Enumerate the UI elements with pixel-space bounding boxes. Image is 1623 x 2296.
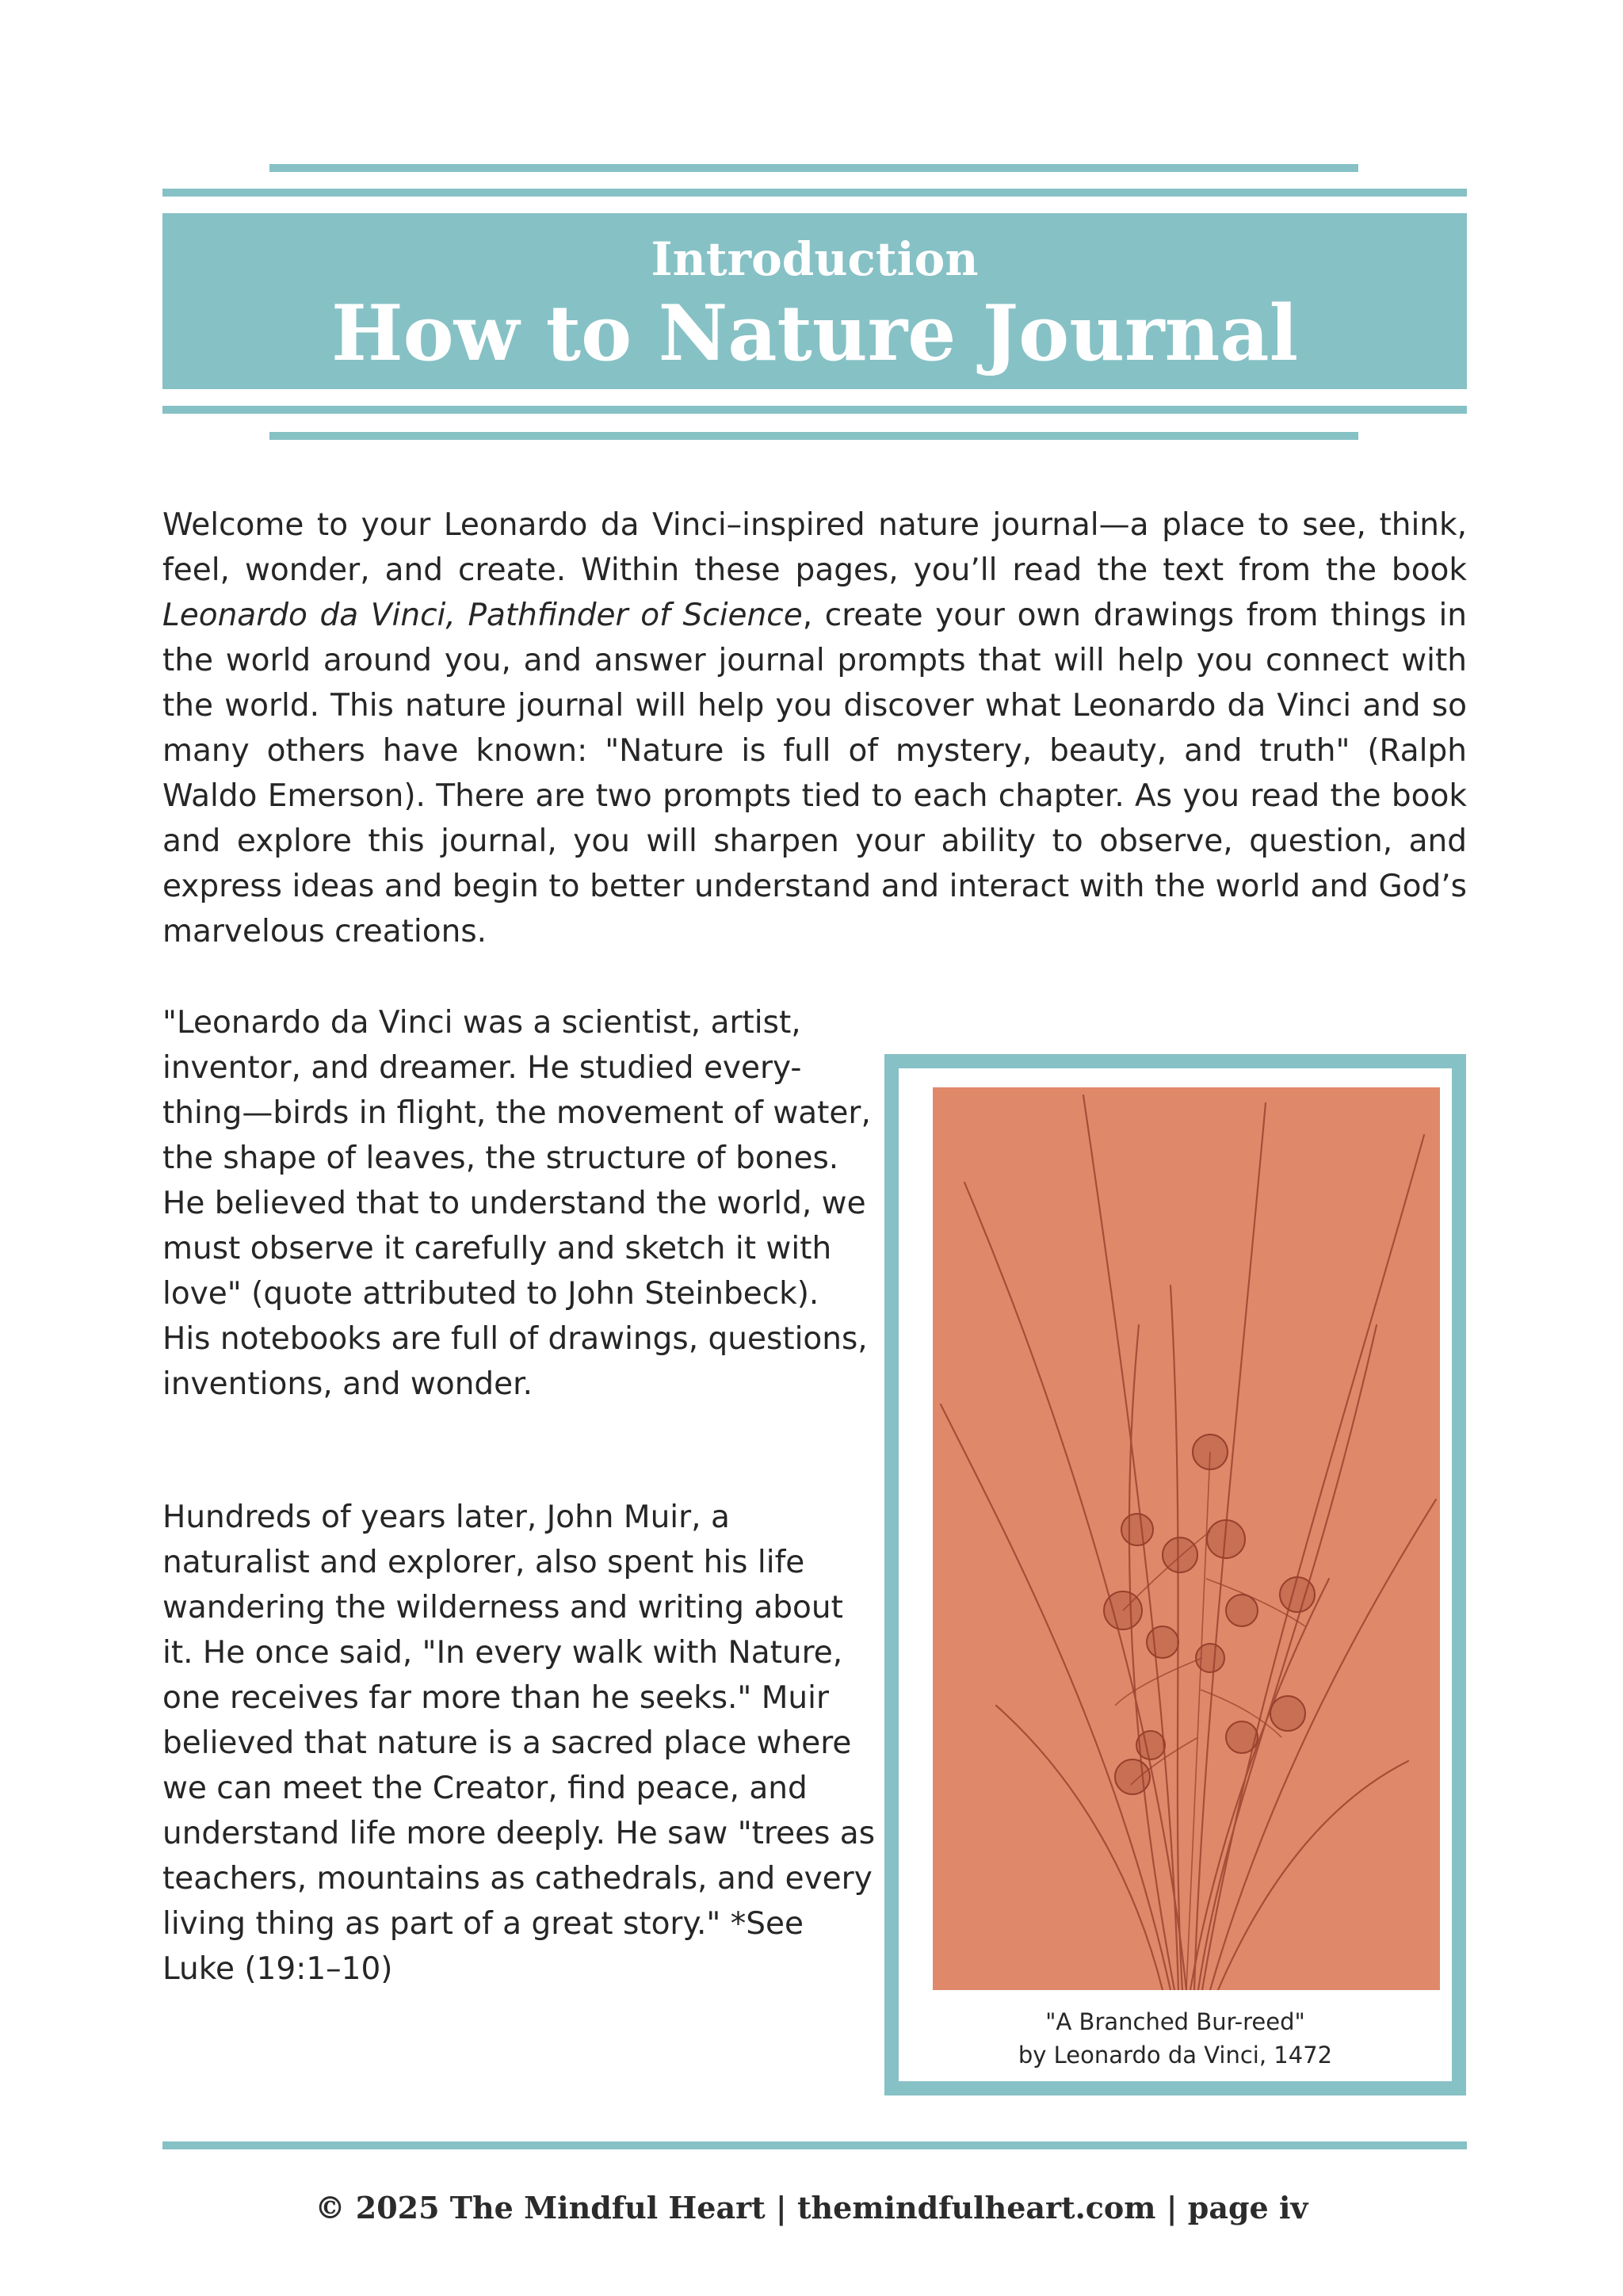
- caption-title: "A Branched Bur-reed": [1045, 2008, 1305, 2035]
- bur-seed-heads: [1104, 1435, 1315, 1794]
- banner-bottom-rule-long: [162, 406, 1467, 414]
- banner-bottom-rule-short: [269, 432, 1358, 440]
- caption-credit: by Leonardo da Vinci, 1472: [1018, 2042, 1333, 2069]
- bur-reed-sketch: [933, 1087, 1440, 1990]
- artwork-caption: [899, 2005, 1452, 2072]
- page-title: How to Nature Journal: [330, 288, 1299, 378]
- artwork-frame: [884, 1054, 1466, 2095]
- title-banner: [162, 213, 1467, 389]
- top-rule-long: [162, 189, 1467, 197]
- page-footer: © 2025 The Mindful Heart | themindfulheart.com | page iv: [315, 2190, 1308, 2225]
- leonardo-paragraph: "Leonardo da Vinci was a scientist, artist, inventor, and dreamer. He studied every-thing—birds in flight, the movement of water, the shape of leaves, the structure of bones. He believed that to understand the world, we must observe it carefully and sketch it with love" (quote attributed to John Steinbeck). His notebooks are full of drawings, questions, inventions, and wonder.: [162, 1005, 871, 1402]
- intro-paragraph: [162, 502, 1467, 954]
- top-rule-short: [269, 164, 1358, 172]
- bur-reed-drawing: [933, 1087, 1440, 1990]
- intro-text-end: , create your own drawings from things in the world around you, and answer journal prompts that will help you connect with the world. This nature journal will help you discover what Leonardo da Vinci and so many others have known: "Nature is full of mystery, beauty, and truth" (Ralph Waldo Emerson). There are two prompts tied to each chapter. As you read the book and explore this journal, you will sharpen your ability to observe, question, and express ideas and begin to better understand and interact with the world and God’s marvelous creations.: [162, 598, 1468, 949]
- section-kicker: Introduction: [651, 232, 979, 286]
- intro-text-start: Welcome to your Leonardo da Vinci–inspired nature journal—a place to see, think, feel, wonder, and create. Within these pages, you’ll read the text from the book: [162, 507, 1467, 588]
- footer-rule: [162, 2141, 1467, 2149]
- book-title: Leonardo da Vinci, Pathfinder of Science: [162, 598, 803, 633]
- muir-paragraph: Hundreds of years later, John Muir, a naturalist and explorer, also spent his life wandering the wilderness and writing about it. He once said, "In every walk with Nature, one receives far more than he seeks." Muir believed that nature is a sacred place where we can meet the Creator, find peace, and understand life more deeply. He saw "trees as teachers, mountains as cathedrals, and every living thing as part of a great story." *See Luke (19:1–10): [162, 1499, 876, 1987]
